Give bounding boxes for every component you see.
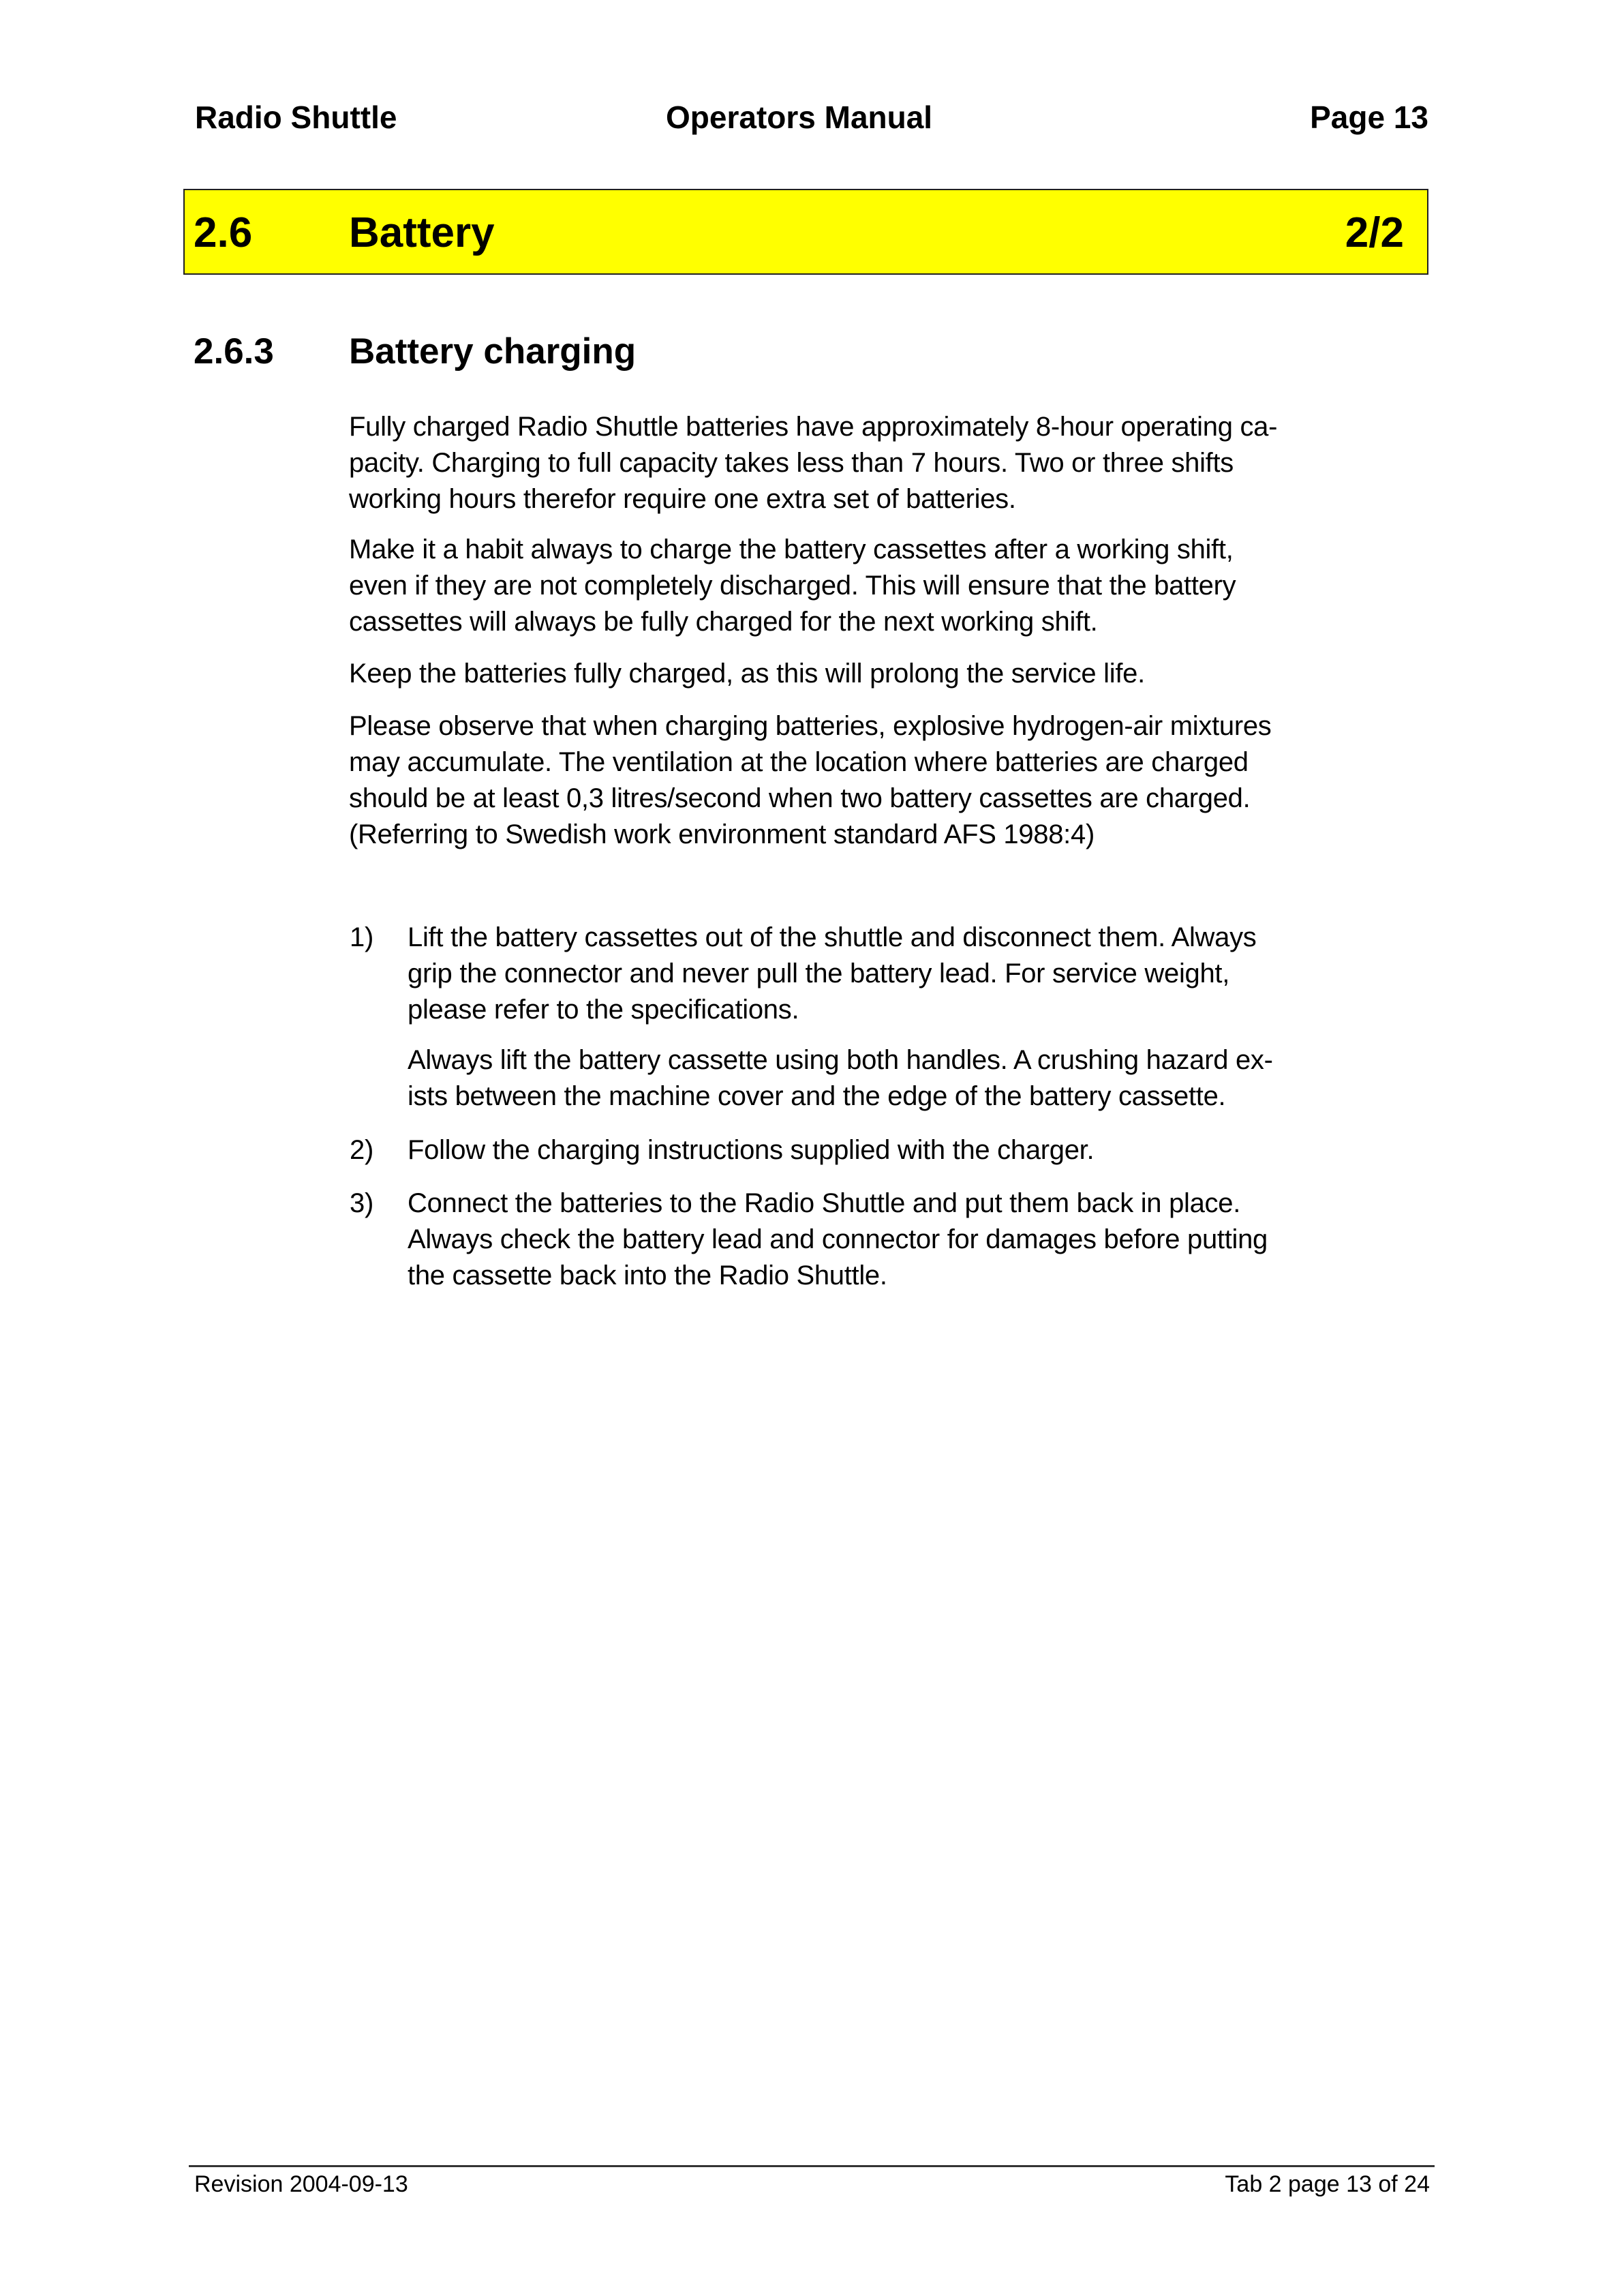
paragraph-line: Make it a habit always to charge the battery cassettes after a working shift, <box>349 534 1234 564</box>
footer-page-info: Tab 2 page 13 of 24 <box>1225 2171 1430 2197</box>
step-line: Always check the battery lead and connector for damages before putting <box>408 1224 1268 1254</box>
subsection-number: 2.6.3 <box>194 331 274 372</box>
paragraph-line: Fully charged Radio Shuttle batteries have approximately 8-hour operating ca- <box>349 412 1278 442</box>
step-note-line: Always lift the battery cassette using both handles. A crushing hazard ex- <box>408 1045 1273 1075</box>
paragraph-line: (Referring to Swedish work environment standard AFS 1988:4) <box>349 819 1095 849</box>
paragraph-line: working hours therefor require one extra set of batteries. <box>349 484 1016 514</box>
subsection-title: Battery charging <box>349 331 637 372</box>
step-number: 1) <box>350 922 373 952</box>
section-title: Battery <box>349 209 495 256</box>
paragraph-line: pacity. Charging to full capacity takes less than 7 hours. Two or three shifts <box>349 448 1234 478</box>
paragraph-service-life <box>349 656 1145 692</box>
step-line: Connect the batteries to the Radio Shuttle and put them back in place. <box>408 1188 1241 1218</box>
section-page-of: 2/2 <box>1345 209 1404 256</box>
step-line: Follow the charging instructions supplied with the charger. <box>408 1135 1095 1165</box>
step-line: Lift the battery cassettes out of the shuttle and disconnect them. Always <box>408 922 1257 952</box>
step-line: please refer to the specifications. <box>408 995 799 1025</box>
paragraph-ventilation-warning <box>349 708 1272 853</box>
header-page-number: Page 13 <box>1310 100 1428 135</box>
step-note-line: ists between the machine cover and the edge of the battery cassette. <box>408 1081 1226 1111</box>
paragraph-line: cassettes will always be fully charged for the next working shift. <box>349 607 1098 637</box>
paragraph-line: may accumulate. The ventilation at the location where batteries are charged <box>349 747 1249 777</box>
section-number: 2.6 <box>194 209 253 256</box>
step-note <box>408 1042 1273 1115</box>
step-line: the cassette back into the Radio Shuttle. <box>408 1260 887 1290</box>
footer-revision: Revision 2004-09-13 <box>194 2171 408 2197</box>
step-text <box>408 1185 1268 1294</box>
step-text <box>408 1132 1094 1168</box>
header-product-name: Radio Shuttle <box>195 100 397 135</box>
step-text <box>408 920 1256 1028</box>
paragraph-line: should be at least 0,3 litres/second when two battery cassettes are charged. <box>349 783 1251 813</box>
header-document-title: Operators Manual <box>666 100 933 135</box>
step-number: 3) <box>350 1188 373 1218</box>
step-line: grip the connector and never pull the battery lead. For service weight, <box>408 958 1230 988</box>
paragraph-line: Keep the batteries fully charged, as this will prolong the service life. <box>349 659 1145 689</box>
paragraph-capacity <box>349 409 1277 517</box>
paragraph-charging-habit <box>349 532 1236 640</box>
paragraph-line: even if they are not completely discharged. This will ensure that the battery <box>349 571 1236 601</box>
footer-divider <box>189 2165 1435 2167</box>
step-number: 2) <box>350 1135 373 1165</box>
paragraph-line: Please observe that when charging batteries, explosive hydrogen-air mixtures <box>349 711 1272 741</box>
